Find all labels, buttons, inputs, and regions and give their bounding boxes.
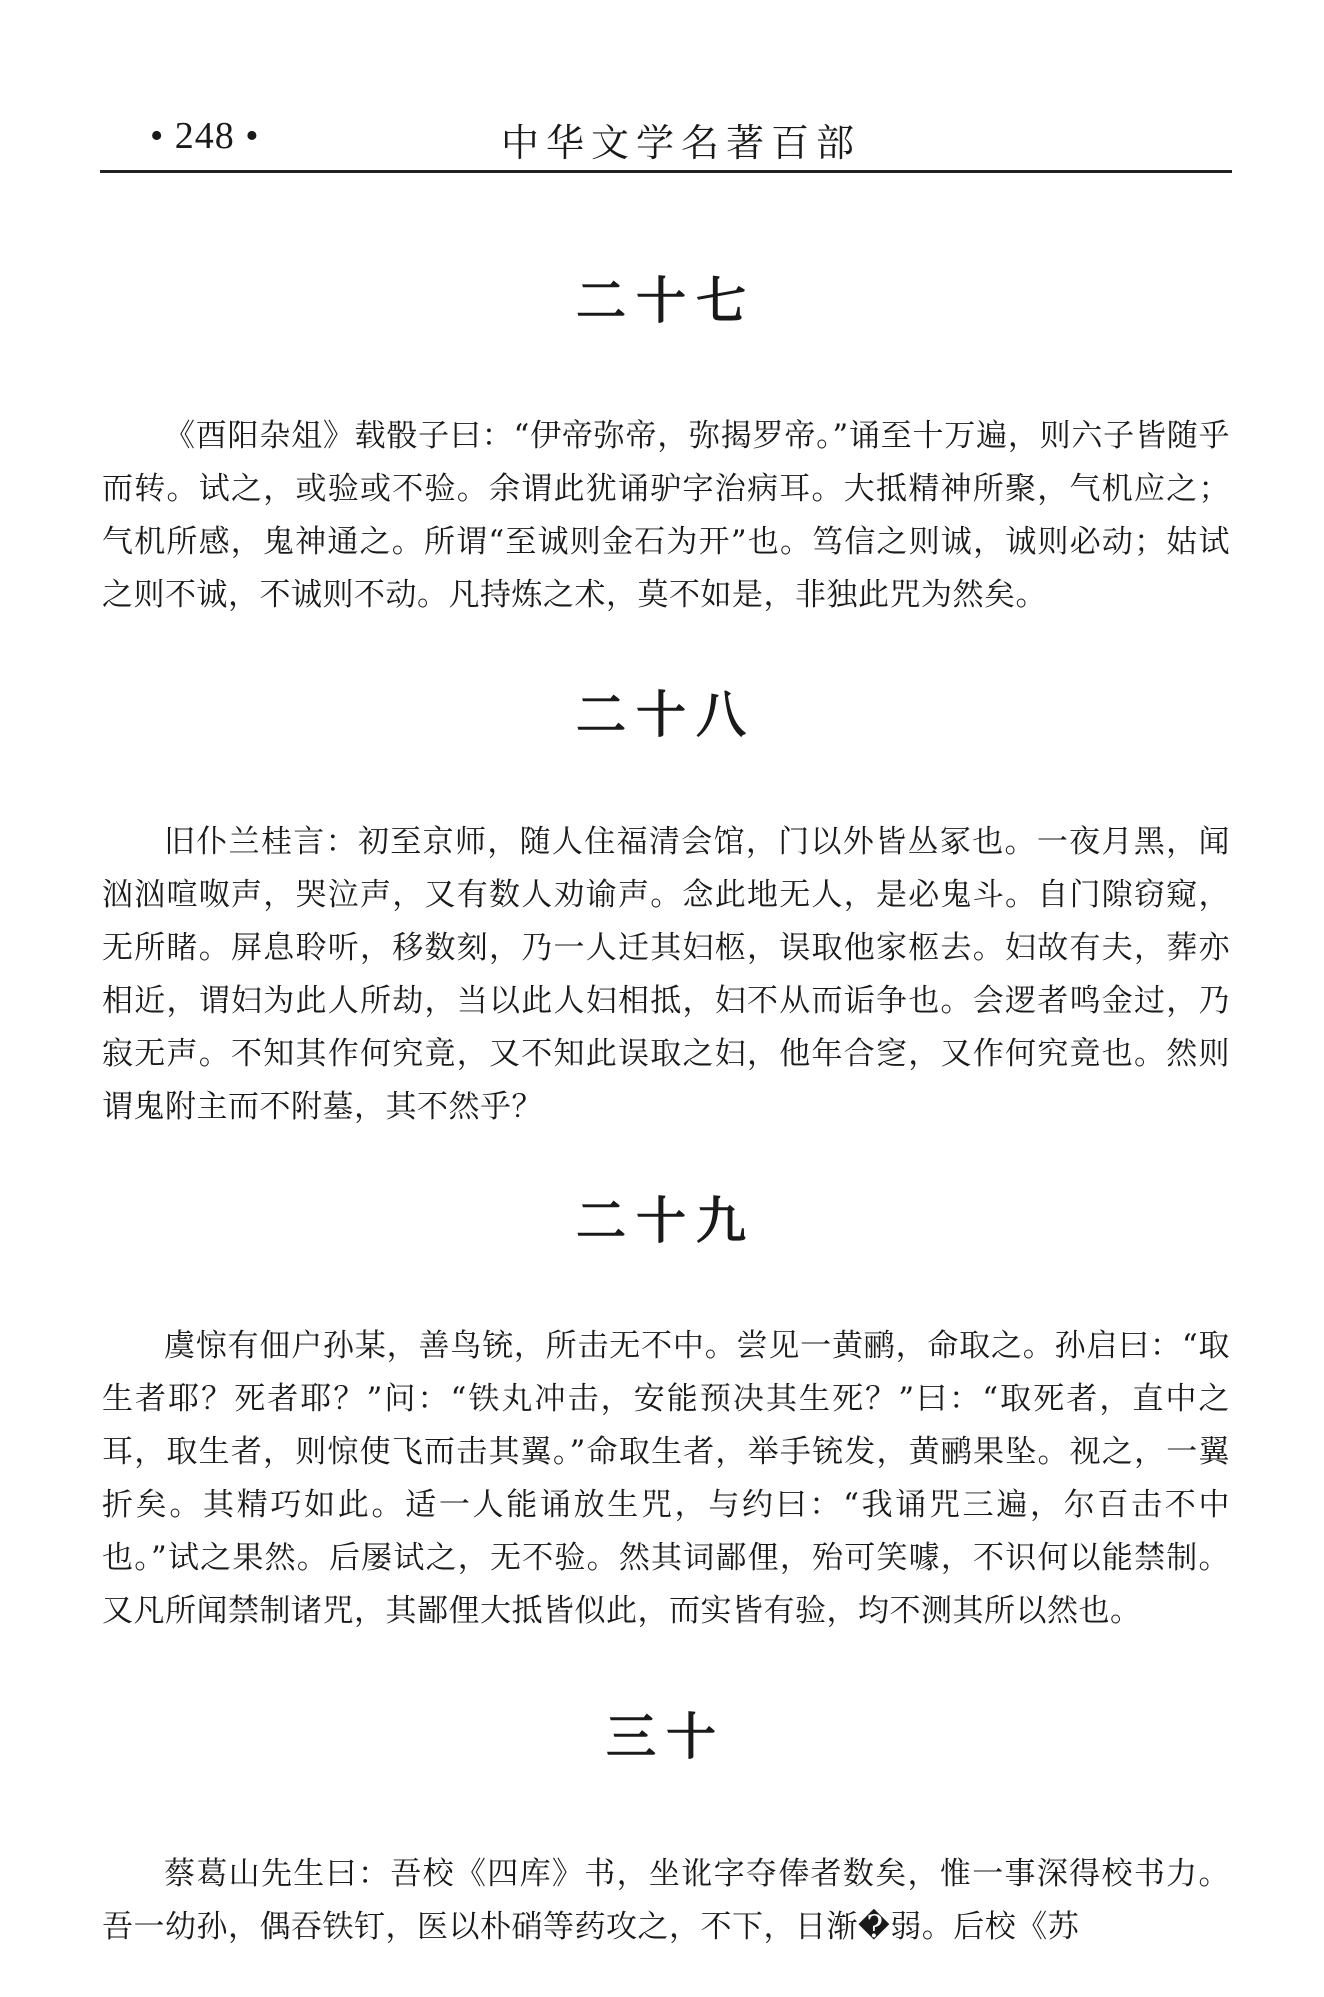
section-heading: 三十: [606, 1708, 726, 1766]
running-header: [100, 110, 1232, 170]
book-title: 中华文学名著百部: [500, 121, 861, 165]
section-heading: 二十七: [576, 272, 756, 330]
section-29: [102, 1176, 1230, 1638]
section-30: [102, 1692, 1230, 1954]
section-paragraph: 旧仆兰桂言：初至京师，随人住福清会馆，门以外皆丛冢也。一夜月黑，闻汹汹喧呶声，哭泣声，又有数人劝谕声。念此地无人，是必鬼斗。自门隙窃窥，无所睹。屏息聆听，移数刻，乃一人迁其妇柩，误取他家柩去。妇故有夫，葬亦相近，谓妇为此人所劫，当以此人妇相抵，妇不从而诟争也。会逻者鸣金过，乃寂无声。不知其作何究竟，又不知此误取之妇，他年合窆，又作何究竟也。然则谓鬼附主而不附墓，其不然乎？: [102, 824, 1230, 1125]
section-paragraph: 《酉阳杂俎》载骰子曰：“伊帝弥帝，弥揭罗帝。”诵至十万遍，则六子皆随乎而转。试之，或验或不验。余谓此犹诵驴字治病耳。大抵精神所聚，气机应之；气机所感，鬼神通之。所谓“至诚则金石为开”也。笃信之则诚，诚则必动；姑试之则不诚，不诚则不动。凡持炼之术，莫不如是，非独此咒为然矣。: [102, 418, 1230, 613]
page-body: [102, 256, 1230, 1954]
section-heading: 二十九: [576, 1192, 756, 1250]
section-paragraph: 虞惊有佃户孙某，善鸟铳，所击无不中。尝见一黄鹂，命取之。孙启曰：“取生者耶？死者耶？”问：“铁丸冲击，安能预决其生死？”曰：“取死者，直中之耳，取生者，则惊使飞而击其翼。”命取生者，举手铳发，黄鹂果坠。视之，一翼折矣。其精巧如此。适一人能诵放生咒，与约曰：“我诵咒三遍，尔百击不中也。”试之果然。后屡试之，无不验。然其词鄙俚，殆可笑噱，不识何以能禁制。又凡所闻禁制诸咒，其鄙俚大抵皆似此，而实皆有验，均不测其所以然也。: [102, 1328, 1230, 1629]
section-28: [102, 670, 1230, 1134]
header-rule: [100, 170, 1232, 173]
page-number: • 248 •: [150, 115, 260, 157]
section-27: [102, 256, 1230, 622]
section-heading: 二十八: [576, 686, 756, 744]
section-paragraph: 蔡葛山先生曰：吾校《四库》书，坐讹字夺俸者数矣，惟一事深得校书力。吾一幼孙，偶吞铁钉，医以朴硝等药攻之，不下，日渐�弱。后校《苏: [102, 1856, 1230, 1945]
